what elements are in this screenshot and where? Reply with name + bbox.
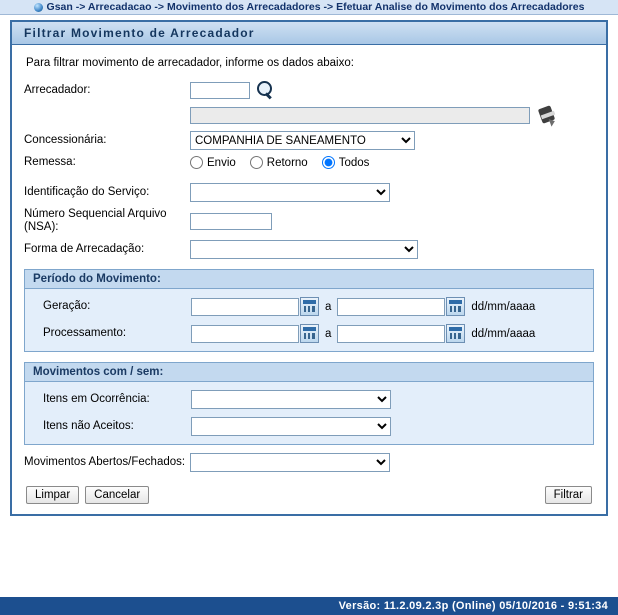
arrecadador-description-field xyxy=(190,107,530,124)
page-title: Filtrar Movimento de Arrecadador xyxy=(12,22,606,45)
row-itens-ocorrencia xyxy=(35,390,585,409)
itens-nao-aceitos-select[interactable] xyxy=(191,417,391,436)
row-nsa xyxy=(24,208,594,234)
button-group-left xyxy=(26,486,149,504)
geracao-separator: a xyxy=(325,300,332,313)
filter-panel xyxy=(10,20,608,516)
footer-bar xyxy=(0,597,618,615)
version-text: Versão: 11.2.09.2.3p (Online) 05/10/2016 - 9:51:34 xyxy=(338,600,608,612)
periodo-movimento-section xyxy=(24,269,594,352)
periodo-movimento-title: Período do Movimento: xyxy=(25,270,593,289)
label-movimentos-abertos-fechados: Movimentos Abertos/Fechados: xyxy=(24,456,186,468)
geracao-to-input[interactable] xyxy=(337,298,445,316)
label-arrecadador: Arrecadador: xyxy=(24,83,91,96)
label-concessionaria: Concessionária: xyxy=(24,134,107,146)
remessa-radio-group xyxy=(190,156,379,169)
radio-label-envio: Envio xyxy=(207,156,236,169)
processamento-to-input[interactable] xyxy=(337,325,445,343)
arrecadador-input[interactable] xyxy=(190,82,250,99)
row-geracao xyxy=(35,297,585,316)
label-processamento: Processamento: xyxy=(43,327,127,339)
label-identificacao-servico: Identificação do Serviço: xyxy=(24,186,150,198)
periodo-movimento-body xyxy=(25,289,593,351)
row-arrecadador xyxy=(24,81,594,99)
label-remessa: Remessa: xyxy=(24,156,76,168)
processamento-from-field xyxy=(191,324,319,343)
identificacao-servico-select[interactable] xyxy=(190,183,390,202)
radio-input-retorno[interactable] xyxy=(250,156,263,169)
cancelar-button[interactable]: Cancelar xyxy=(85,486,149,504)
label-itens-nao-aceitos: Itens não Aceitos: xyxy=(43,420,134,432)
label-forma-arrecadacao: Forma de Arrecadação: xyxy=(24,243,145,255)
itens-ocorrencia-select[interactable] xyxy=(191,390,391,409)
movimentos-section xyxy=(24,362,594,445)
row-movimentos-abertos-fechados xyxy=(24,453,594,472)
geracao-from-field xyxy=(191,297,319,316)
radio-label-retorno: Retorno xyxy=(266,156,308,169)
processamento-from-input[interactable] xyxy=(191,325,299,343)
radio-label-todos: Todos xyxy=(338,156,370,169)
forma-arrecadacao-select[interactable] xyxy=(190,240,418,259)
movimentos-abertos-fechados-select[interactable] xyxy=(190,453,390,472)
panel-body xyxy=(12,45,606,514)
row-concessionaria xyxy=(24,131,594,150)
radio-remessa-envio[interactable] xyxy=(190,156,236,169)
label-geracao: Geração: xyxy=(43,300,91,312)
intro-text: Para filtrar movimento de arrecadador, informe os dados abaixo: xyxy=(26,57,354,69)
row-itens-nao-aceitos xyxy=(35,417,585,436)
radio-input-envio[interactable] xyxy=(190,156,203,169)
row-forma-arrecadacao xyxy=(24,240,594,259)
label-nsa: Número Sequencial Arquivo (NSA): xyxy=(24,208,167,233)
globe-icon xyxy=(34,3,43,12)
concessionaria-select[interactable] xyxy=(190,131,415,150)
calendar-icon-processamento-from[interactable] xyxy=(300,324,319,343)
geracao-format-hint: dd/mm/aaaa xyxy=(471,300,536,313)
row-processamento xyxy=(35,324,585,343)
processamento-to-field xyxy=(337,324,465,343)
radio-remessa-todos[interactable] xyxy=(322,156,370,169)
processamento-separator: a xyxy=(325,327,332,340)
calendar-icon-geracao-to[interactable] xyxy=(446,297,465,316)
movimentos-section-body xyxy=(25,382,593,444)
magnifier-icon[interactable] xyxy=(256,81,274,99)
radio-remessa-retorno[interactable] xyxy=(250,156,308,169)
button-bar xyxy=(24,486,594,506)
geracao-from-input[interactable] xyxy=(191,298,299,316)
nsa-input[interactable] xyxy=(190,213,272,230)
label-itens-ocorrencia: Itens em Ocorrência: xyxy=(43,393,150,405)
limpar-button[interactable]: Limpar xyxy=(26,486,79,504)
breadcrumb-text: Gsan -> Arrecadacao -> Movimento dos Arrecadadores -> Efetuar Analise do Movimento dos Arrecadadores xyxy=(46,1,585,13)
row-remessa xyxy=(24,156,594,169)
filtrar-button[interactable]: Filtrar xyxy=(545,486,592,504)
pencil-icon[interactable] xyxy=(538,105,558,125)
row-identificacao-servico xyxy=(24,183,594,202)
breadcrumb xyxy=(0,0,618,15)
processamento-format-hint: dd/mm/aaaa xyxy=(471,327,536,340)
calendar-icon-geracao-from[interactable] xyxy=(300,297,319,316)
movimentos-section-title: Movimentos com / sem: xyxy=(25,363,593,382)
calendar-icon-processamento-to[interactable] xyxy=(446,324,465,343)
row-arrecadador-descricao xyxy=(24,105,594,125)
geracao-to-field xyxy=(337,297,465,316)
radio-input-todos[interactable] xyxy=(322,156,335,169)
